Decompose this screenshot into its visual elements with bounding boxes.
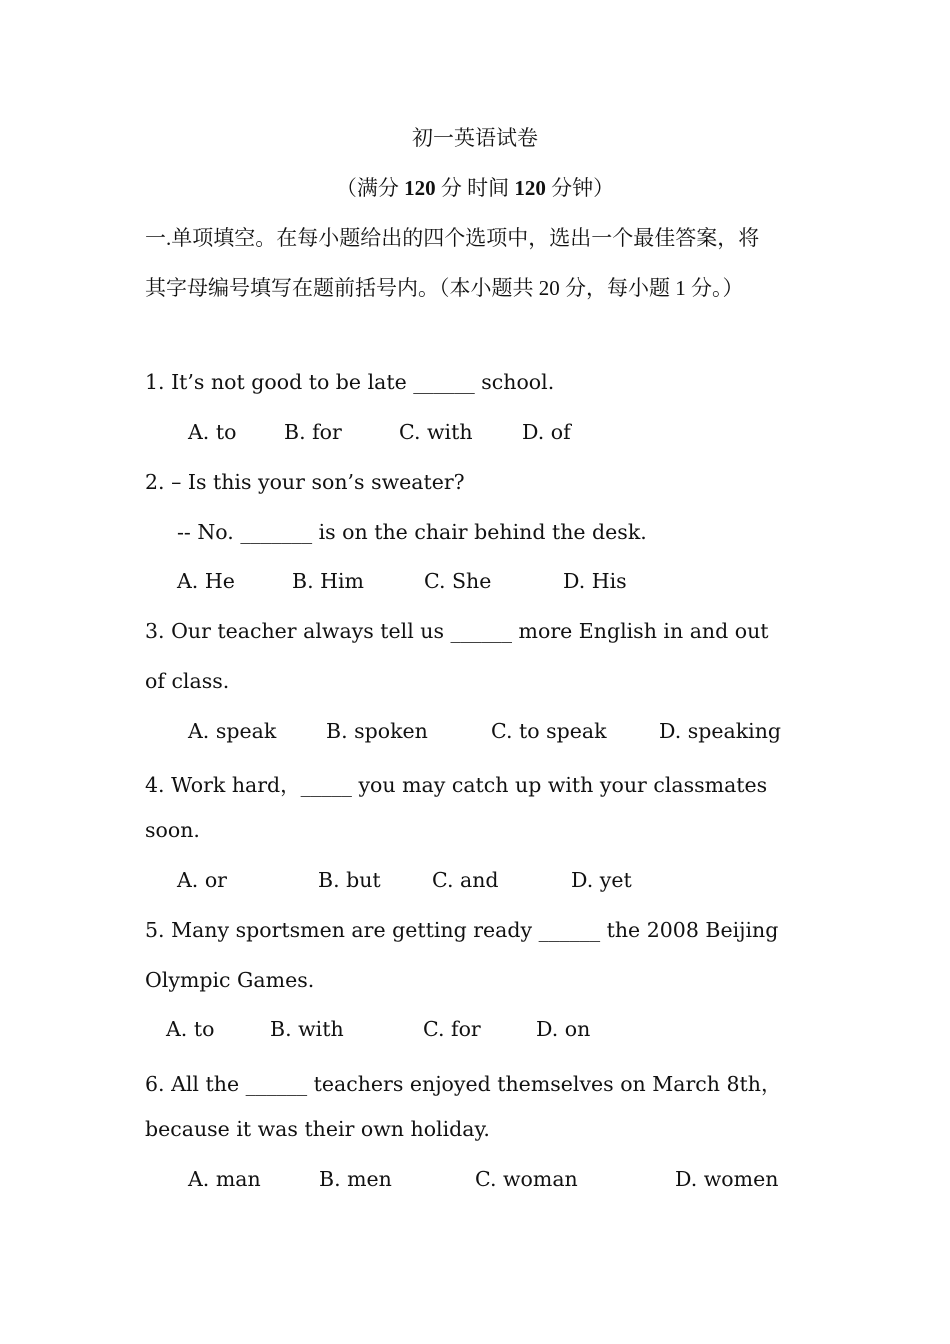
q2-option-a: A. He bbox=[177, 569, 235, 593]
question-5-stem: 5. Many sportsmen are getting ready ______ the 2008 Beijing bbox=[145, 918, 779, 942]
question-3-stem: 3. Our teacher always tell us ______ more English in and out bbox=[145, 619, 769, 643]
subtitle-time: 120 bbox=[514, 176, 546, 200]
question-1-stem: 1. It’s not good to be late ______ school. bbox=[145, 370, 555, 394]
q5-option-b: B. with bbox=[270, 1017, 344, 1041]
exam-subtitle bbox=[0, 172, 950, 202]
q4-option-c: C. and bbox=[432, 868, 499, 892]
q3-option-b: B. spoken bbox=[326, 719, 428, 743]
question-6-stem: 6. All the ______ teachers enjoyed themselves on March 8th， bbox=[145, 1072, 782, 1096]
question-2-stem: 2. – Is this your son’s sweater? bbox=[145, 470, 465, 494]
exam-title: 初一英语试卷 bbox=[412, 126, 538, 150]
q6-option-d: D. women bbox=[675, 1167, 779, 1191]
section-instruction-line1: 一.单项填空。在每小题给出的四个选项中，选出一个最佳答案，将 bbox=[145, 226, 760, 250]
q3-option-d: D. speaking bbox=[659, 719, 782, 743]
q4-option-b: B. but bbox=[318, 868, 381, 892]
section-instruction-line2: 其字母编号填写在题前括号内。（本小题共 20 分，每小题 1 分。） bbox=[145, 276, 744, 300]
q6-option-b: B. men bbox=[319, 1167, 392, 1191]
q4-option-d: D. yet bbox=[571, 868, 632, 892]
question-4-stem: 4. Work hard，_____ you may catch up with your classmates bbox=[145, 773, 768, 797]
subtitle-part: 分 时间 bbox=[435, 176, 515, 200]
q2-option-d: D. His bbox=[563, 569, 627, 593]
q6-option-c: C. woman bbox=[475, 1167, 578, 1191]
q2-option-b: B. Him bbox=[292, 569, 364, 593]
question-6-stem-line2: because it was their own holiday. bbox=[145, 1117, 490, 1141]
q1-option-a: A. to bbox=[188, 420, 237, 444]
question-2-stem-line2: -- No. _______ is on the chair behind the desk. bbox=[177, 520, 647, 544]
q3-option-a: A. speak bbox=[188, 719, 277, 743]
q5-option-c: C. for bbox=[423, 1017, 481, 1041]
q2-option-c: C. She bbox=[424, 569, 492, 593]
question-4-stem-line2: soon. bbox=[145, 818, 200, 842]
subtitle-part: 分钟） bbox=[545, 176, 615, 200]
question-5-stem-line2: Olympic Games. bbox=[145, 968, 315, 992]
question-3-stem-line2: of class. bbox=[145, 669, 230, 693]
subtitle-part: （满分 bbox=[335, 176, 405, 200]
q5-option-a: A. to bbox=[166, 1017, 215, 1041]
q1-option-c: C. with bbox=[399, 420, 473, 444]
q3-option-c: C. to speak bbox=[491, 719, 607, 743]
q4-option-a: A. or bbox=[177, 868, 227, 892]
subtitle-score: 120 bbox=[404, 176, 436, 200]
q6-option-a: A. man bbox=[188, 1167, 261, 1191]
q5-option-d: D. on bbox=[536, 1017, 591, 1041]
q1-option-b: B. for bbox=[284, 420, 342, 444]
q1-option-d: D. of bbox=[522, 420, 571, 444]
